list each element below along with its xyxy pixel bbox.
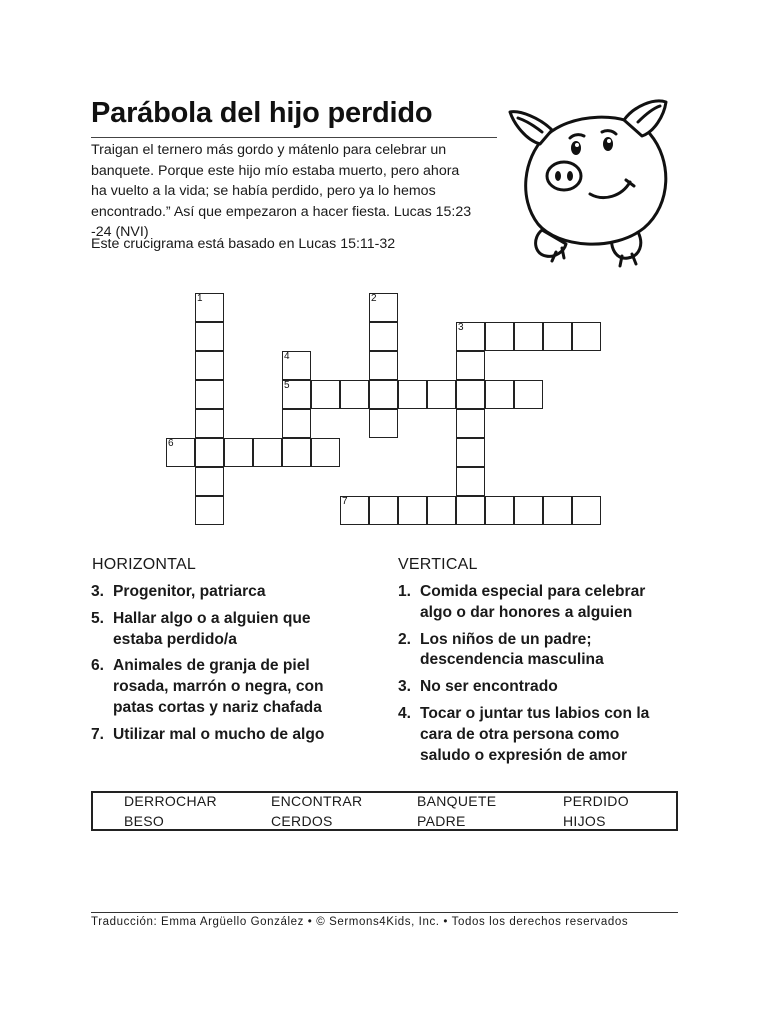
title-divider bbox=[91, 137, 497, 138]
footer-divider bbox=[91, 912, 678, 913]
crossword-cell[interactable] bbox=[195, 322, 224, 351]
clue-horizontal-3 bbox=[91, 582, 381, 603]
clue-number-label: 5 bbox=[284, 380, 290, 391]
crossword-cell[interactable] bbox=[456, 496, 485, 525]
crossword-cell[interactable] bbox=[166, 438, 195, 467]
vertical-heading: VERTICAL bbox=[398, 556, 478, 573]
crossword-cell[interactable] bbox=[369, 293, 398, 322]
word-bank-item: BESO bbox=[124, 813, 165, 829]
crossword-cell[interactable] bbox=[282, 380, 311, 409]
clue-number-label: 7 bbox=[342, 496, 348, 507]
crossword-cell[interactable] bbox=[369, 351, 398, 380]
horizontal-clues bbox=[91, 582, 381, 752]
intro-line: ha vuelto a la vida; se había perdido, pero ya lo hemos bbox=[91, 183, 436, 199]
crossword-cell[interactable] bbox=[398, 496, 427, 525]
clue-text: algo o dar honores a alguien bbox=[420, 603, 633, 621]
clue-number-label: 3 bbox=[458, 322, 464, 333]
clue-number: 7. bbox=[91, 725, 105, 743]
page-title: Parábola del hijo perdido bbox=[91, 97, 433, 129]
crossword-cell[interactable] bbox=[456, 467, 485, 496]
clue-text: Hallar algo o a alguien que bbox=[113, 609, 311, 627]
clue-number: 3. bbox=[398, 678, 412, 696]
crossword-cell[interactable] bbox=[543, 496, 572, 525]
clue-number: 5. bbox=[91, 609, 105, 627]
crossword-cell[interactable] bbox=[311, 380, 340, 409]
footer-credits: Traducción: Emma Argüello González • © Sermons4Kids, Inc. • Todos los derechos reservados bbox=[91, 916, 629, 928]
crossword-cell[interactable] bbox=[224, 438, 253, 467]
crossword-cell[interactable] bbox=[485, 496, 514, 525]
crossword-cell[interactable] bbox=[311, 438, 340, 467]
crossword-cell[interactable] bbox=[195, 496, 224, 525]
word-bank-item: DERROCHAR bbox=[124, 793, 217, 809]
crossword-cell[interactable] bbox=[369, 496, 398, 525]
clue-horizontal-7 bbox=[91, 725, 381, 746]
crossword-cell[interactable] bbox=[340, 496, 369, 525]
crossword-cell[interactable] bbox=[572, 496, 601, 525]
clue-text: descendencia masculina bbox=[420, 651, 604, 669]
word-bank-item: ENCONTRAR bbox=[271, 793, 363, 809]
crossword-cell[interactable] bbox=[456, 351, 485, 380]
clue-horizontal-6 bbox=[91, 656, 381, 718]
clue-number-label: 4 bbox=[284, 351, 290, 362]
intro-line: Traigan el ternero más gordo y mátenlo para celebrar un bbox=[91, 142, 447, 158]
crossword-cell[interactable] bbox=[398, 380, 427, 409]
crossword-cell[interactable] bbox=[572, 322, 601, 351]
clue-text: No ser encontrado bbox=[420, 678, 558, 696]
clue-text: patas cortas y nariz chafada bbox=[113, 698, 322, 716]
clue-text: rosada, marrón o negra, con bbox=[113, 678, 324, 696]
clue-text: Animales de granja de piel bbox=[113, 657, 310, 675]
crossword-cell[interactable] bbox=[456, 409, 485, 438]
word-bank-item: PERDIDO bbox=[563, 793, 629, 809]
clue-number: 3. bbox=[91, 583, 105, 600]
crossword-cell[interactable] bbox=[195, 467, 224, 496]
word-bank-item: BANQUETE bbox=[417, 793, 497, 809]
intro-line: banquete. Porque este hijo mío estaba muerto, pero ahora bbox=[91, 162, 460, 179]
clue-number: 6. bbox=[91, 657, 105, 675]
crossword-cell[interactable] bbox=[195, 409, 224, 438]
crossword-cell[interactable] bbox=[456, 322, 485, 351]
crossword-cell[interactable] bbox=[514, 322, 543, 351]
crossword-cell[interactable] bbox=[195, 293, 224, 322]
clue-text: Progenitor, patriarca bbox=[113, 583, 266, 600]
based-on-note: Este crucigrama está basado en Lucas 15:11-32 bbox=[91, 236, 396, 252]
crossword-cell[interactable] bbox=[369, 409, 398, 438]
clue-vertical-2 bbox=[398, 630, 688, 672]
crossword-cell[interactable] bbox=[282, 409, 311, 438]
clue-vertical-4 bbox=[398, 704, 688, 766]
clue-number-label: 6 bbox=[168, 438, 174, 449]
crossword-cell[interactable] bbox=[282, 351, 311, 380]
clue-number: 4. bbox=[398, 704, 412, 722]
clue-number: 2. bbox=[398, 630, 412, 648]
clue-text: saludo o expresión de amor bbox=[420, 746, 628, 764]
crossword-cell[interactable] bbox=[514, 496, 543, 525]
word-bank bbox=[91, 791, 678, 831]
clue-text: estaba perdido/a bbox=[113, 630, 237, 648]
vertical-clues bbox=[398, 582, 688, 772]
crossword-cell[interactable] bbox=[195, 351, 224, 380]
word-bank-item: CERDOS bbox=[271, 813, 333, 829]
crossword-cell[interactable] bbox=[282, 438, 311, 467]
intro-scripture bbox=[91, 140, 501, 243]
clue-text: Tocar o juntar tus labios con la bbox=[420, 704, 650, 722]
clue-number: 1. bbox=[398, 583, 412, 600]
clue-vertical-3 bbox=[398, 677, 688, 698]
crossword-cell[interactable] bbox=[427, 380, 456, 409]
intro-line: encontrado.” Así que empezaron a hacer fiesta. Lucas 15:23 bbox=[91, 203, 472, 220]
crossword-cell[interactable] bbox=[514, 380, 543, 409]
word-bank-item: PADRE bbox=[417, 813, 466, 829]
pig-illustration bbox=[504, 98, 676, 270]
clue-number-label: 1 bbox=[197, 293, 203, 304]
crossword-cell[interactable] bbox=[195, 380, 224, 409]
clue-horizontal-5 bbox=[91, 609, 381, 651]
clue-number-label: 2 bbox=[371, 293, 377, 304]
intro-line: -24 (NVI) bbox=[91, 224, 149, 240]
word-bank-item: HIJOS bbox=[563, 813, 606, 829]
clue-text: Comida especial para celebrar bbox=[420, 583, 646, 600]
crossword-cell[interactable] bbox=[427, 496, 456, 525]
crossword-cell[interactable] bbox=[485, 322, 514, 351]
crossword-cell[interactable] bbox=[369, 322, 398, 351]
crossword-cell[interactable] bbox=[253, 438, 282, 467]
clue-text: Utilizar mal o mucho de algo bbox=[113, 725, 325, 743]
crossword-cell[interactable] bbox=[543, 322, 572, 351]
crossword-cell[interactable] bbox=[369, 380, 398, 409]
crossword-cell[interactable] bbox=[485, 380, 514, 409]
clue-text: cara de otra persona como bbox=[420, 725, 620, 743]
crossword-cell[interactable] bbox=[340, 380, 369, 409]
clue-text: Los niños de un padre; bbox=[420, 630, 592, 648]
clue-vertical-1 bbox=[398, 582, 688, 624]
crossword-cell[interactable] bbox=[456, 380, 485, 409]
crossword-cell[interactable] bbox=[195, 438, 224, 467]
crossword-cell[interactable] bbox=[456, 438, 485, 467]
horizontal-heading: HORIZONTAL bbox=[92, 556, 196, 573]
